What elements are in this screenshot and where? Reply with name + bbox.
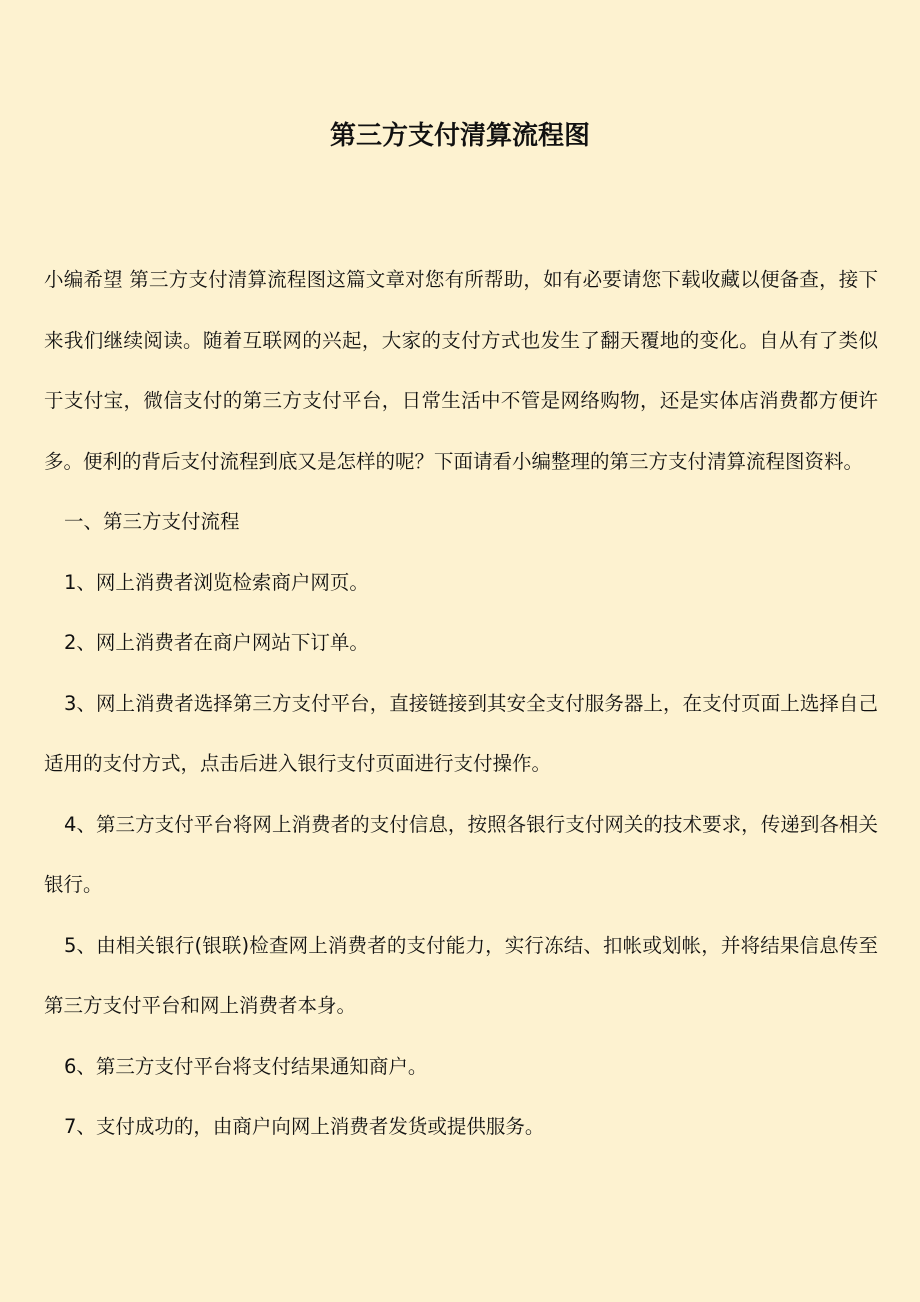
step-1: 1、网上消费者浏览检索商户网页。 <box>64 570 369 594</box>
step-4: 4、第三方支付平台将网上消费者的支付信息，按照各银行支付网关的技术要求，传递到各相关银行。 <box>44 812 878 896</box>
document-title: 第三方支付清算流程图 <box>329 121 590 151</box>
intro-paragraph: 小编希望 第三方支付清算流程图这篇文章对您有所帮助，如有必要请您下载收藏以便备查，接下来我们继续阅读。随着互联网的兴起，大家的支付方式也发生了翻天覆地的变化。自从有了类似于支付宝，微信支付的第三方支付平台，日常生活中不管是网络购物，还是实体店消费都方便许多。便利的背后支付流程到底又是怎样的呢？下面请看小编整理的第三方支付清算流程图资料。 <box>44 268 878 473</box>
step-5: 5、由相关银行(银联)检查网上消费者的支付能力，实行冻结、扣帐或划帐，并将结果信息传至第三方支付平台和网上消费者本身。 <box>44 933 878 1017</box>
step-7: 7、支付成功的，由商户向网上消费者发货或提供服务。 <box>64 1115 545 1138</box>
step-6: 6、第三方支付平台将支付结果通知商户。 <box>64 1054 428 1078</box>
document-body <box>44 250 878 1158</box>
section-heading: 一、第三方支付流程 <box>64 510 240 533</box>
step-2: 2、网上消费者在商户网站下订单。 <box>64 631 369 654</box>
step-3: 3、网上消费者选择第三方支付平台，直接链接到其安全支付服务器上，在支付页面上选择自己适用的支付方式，点击后进入银行支付页面进行支付操作。 <box>44 691 878 775</box>
